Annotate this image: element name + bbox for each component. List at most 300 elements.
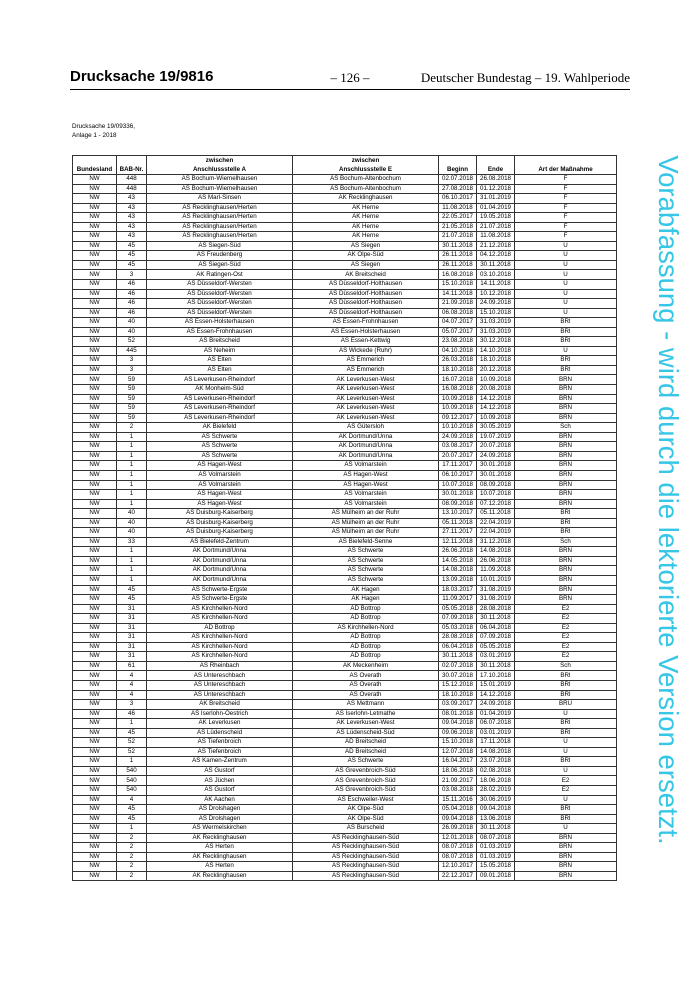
cell-ende: 03.10.2018 bbox=[477, 270, 515, 280]
cell-art: BRI bbox=[515, 814, 617, 824]
table-row bbox=[73, 633, 617, 643]
cell-art: BRN bbox=[515, 394, 617, 404]
table-row bbox=[73, 566, 617, 576]
cell-art: BRN bbox=[515, 862, 617, 872]
cell-anschlussstelle-a: AS Duisburg-Kaiserberg bbox=[147, 509, 293, 519]
cell-anschlussstelle-a: AS Hagen-West bbox=[147, 461, 293, 471]
cell-bundesland: NW bbox=[73, 442, 117, 452]
cell-art: Sch bbox=[515, 423, 617, 433]
table-row bbox=[73, 337, 617, 347]
table-header-row-1 bbox=[73, 156, 617, 166]
table-row bbox=[73, 747, 617, 757]
cell-bundesland: NW bbox=[73, 719, 117, 729]
cell-bab: 52 bbox=[117, 337, 147, 347]
table-row bbox=[73, 852, 617, 862]
cell-ende: 30.06.2019 bbox=[477, 795, 515, 805]
cell-bundesland: NW bbox=[73, 585, 117, 595]
table-row bbox=[73, 623, 617, 633]
cell-art: BRI bbox=[515, 671, 617, 681]
cell-anschlussstelle-a: AK Aachen bbox=[147, 795, 293, 805]
cell-bundesland: NW bbox=[73, 633, 117, 643]
cell-beginn: 26.06.2018 bbox=[439, 547, 477, 557]
cell-art: BRN bbox=[515, 442, 617, 452]
cell-bundesland: NW bbox=[73, 184, 117, 194]
cell-ende: 20.12.2018 bbox=[477, 365, 515, 375]
cell-beginn: 14.08.2018 bbox=[439, 566, 477, 576]
cell-bundesland: NW bbox=[73, 280, 117, 290]
cell-beginn: 08.07.2018 bbox=[439, 843, 477, 853]
cell-bab: 3 bbox=[117, 700, 147, 710]
cell-anschlussstelle-e: AK Leverkusen-West bbox=[293, 719, 439, 729]
cell-art: F bbox=[515, 213, 617, 223]
cell-anschlussstelle-e: AS Emmerich bbox=[293, 365, 439, 375]
cell-beginn: 26.09.2018 bbox=[439, 824, 477, 834]
cell-anschlussstelle-e: AS Düsseldorf-Holthausen bbox=[293, 289, 439, 299]
cell-art: BRN bbox=[515, 566, 617, 576]
header-zwischen-a: zwischen bbox=[147, 156, 293, 166]
cell-anschlussstelle-e: AS Schwerte bbox=[293, 547, 439, 557]
cell-bundesland: NW bbox=[73, 757, 117, 767]
cell-beginn: 05.05.2018 bbox=[439, 604, 477, 614]
cell-beginn: 22.12.2017 bbox=[439, 871, 477, 881]
cell-anschlussstelle-a: AK Dortmund/Unna bbox=[147, 547, 293, 557]
cell-bundesland: NW bbox=[73, 356, 117, 366]
cell-bab: 1 bbox=[117, 451, 147, 461]
cell-bundesland: NW bbox=[73, 786, 117, 796]
cell-art: BRI bbox=[515, 509, 617, 519]
cell-bundesland: NW bbox=[73, 642, 117, 652]
cell-beginn: 18.03.2017 bbox=[439, 585, 477, 595]
cell-bundesland: NW bbox=[73, 203, 117, 213]
cell-bab: 43 bbox=[117, 194, 147, 204]
cell-bab: 540 bbox=[117, 786, 147, 796]
cell-bab: 1 bbox=[117, 461, 147, 471]
cell-ende: 19.05.2018 bbox=[477, 213, 515, 223]
cell-beginn: 03.08.2017 bbox=[439, 442, 477, 452]
cell-anschlussstelle-a: AS Kamen-Zentrum bbox=[147, 757, 293, 767]
table-row bbox=[73, 222, 617, 232]
header-zwischen-e: zwischen bbox=[293, 156, 439, 166]
cell-art: BRN bbox=[515, 490, 617, 500]
cell-art: BRU bbox=[515, 700, 617, 710]
cell-art: BRN bbox=[515, 413, 617, 423]
table-row bbox=[73, 299, 617, 309]
header-ende: Ende bbox=[477, 165, 515, 175]
cell-anschlussstelle-a: AS Lüdenscheid bbox=[147, 728, 293, 738]
cell-bundesland: NW bbox=[73, 251, 117, 261]
cell-beginn: 21.09.2017 bbox=[439, 776, 477, 786]
cell-beginn: 13.09.2018 bbox=[439, 575, 477, 585]
cell-anschlussstelle-e: AS Iserlohn-Letmathe bbox=[293, 709, 439, 719]
cell-ende: 14.12.2018 bbox=[477, 394, 515, 404]
cell-bab: 31 bbox=[117, 614, 147, 624]
cell-bab: 1 bbox=[117, 499, 147, 509]
cell-beginn: 16.08.2018 bbox=[439, 385, 477, 395]
cell-beginn: 27.08.2018 bbox=[439, 184, 477, 194]
table-row bbox=[73, 346, 617, 356]
header-empty-3 bbox=[439, 156, 477, 166]
cell-ende: 31.08.2019 bbox=[477, 585, 515, 595]
cell-bab: 3 bbox=[117, 270, 147, 280]
table-row bbox=[73, 509, 617, 519]
cell-bundesland: NW bbox=[73, 690, 117, 700]
cell-ende: 04.12.2018 bbox=[477, 251, 515, 261]
cell-anschlussstelle-a: AS Schwerte-Ergste bbox=[147, 595, 293, 605]
table-row bbox=[73, 213, 617, 223]
cell-beginn: 30.07.2018 bbox=[439, 671, 477, 681]
cell-art: BRN bbox=[515, 375, 617, 385]
cell-ende: 22.04.2019 bbox=[477, 528, 515, 538]
cell-bab: 1 bbox=[117, 490, 147, 500]
table-row bbox=[73, 490, 617, 500]
table-row bbox=[73, 537, 617, 547]
table-row bbox=[73, 709, 617, 719]
table-row bbox=[73, 661, 617, 671]
cell-art: BRN bbox=[515, 451, 617, 461]
cell-ende: 08.09.2018 bbox=[477, 480, 515, 490]
cell-ende: 23.07.2018 bbox=[477, 757, 515, 767]
cell-anschlussstelle-a: AS Schwerte bbox=[147, 442, 293, 452]
cell-anschlussstelle-e: AS Essen-Holsterhausen bbox=[293, 327, 439, 337]
cell-art: BRI bbox=[515, 757, 617, 767]
cell-bab: 33 bbox=[117, 537, 147, 547]
cell-ende: 30.01.2018 bbox=[477, 461, 515, 471]
cell-art: E2 bbox=[515, 642, 617, 652]
cell-bundesland: NW bbox=[73, 451, 117, 461]
cell-ende: 10.09.2018 bbox=[477, 375, 515, 385]
cell-bab: 2 bbox=[117, 423, 147, 433]
cell-anschlussstelle-a: AD Bottrop bbox=[147, 623, 293, 633]
cell-anschlussstelle-e: AK Leverkusen-West bbox=[293, 394, 439, 404]
table-row bbox=[73, 776, 617, 786]
header-empty-2 bbox=[117, 156, 147, 166]
cell-ende: 14.10.2018 bbox=[477, 346, 515, 356]
cell-ende: 20.07.2018 bbox=[477, 442, 515, 452]
cell-bab: 1 bbox=[117, 824, 147, 834]
cell-art: F bbox=[515, 194, 617, 204]
cell-anschlussstelle-a: AS Kirchhellen-Nord bbox=[147, 633, 293, 643]
cell-bundesland: NW bbox=[73, 289, 117, 299]
table-row bbox=[73, 470, 617, 480]
cell-anschlussstelle-e: AS Grevenbroich-Süd bbox=[293, 776, 439, 786]
cell-beginn: 15.11.2016 bbox=[439, 795, 477, 805]
cell-anschlussstelle-e: AS Siegen bbox=[293, 241, 439, 251]
cell-bundesland: NW bbox=[73, 566, 117, 576]
cell-bundesland: NW bbox=[73, 365, 117, 375]
cell-ende: 07.09.2018 bbox=[477, 633, 515, 643]
cell-anschlussstelle-e: AS Hagen-West bbox=[293, 480, 439, 490]
cell-anschlussstelle-a: AS Düsseldorf-Wersten bbox=[147, 289, 293, 299]
cell-anschlussstelle-a: AS Neheim bbox=[147, 346, 293, 356]
cell-anschlussstelle-a: AS Kirchhellen-Nord bbox=[147, 642, 293, 652]
cell-ende: 24.09.2018 bbox=[477, 451, 515, 461]
cell-bundesland: NW bbox=[73, 766, 117, 776]
cell-bundesland: NW bbox=[73, 413, 117, 423]
cell-bab: 2 bbox=[117, 871, 147, 881]
cell-ende: 01.04.2019 bbox=[477, 203, 515, 213]
cell-art: BRI bbox=[515, 690, 617, 700]
cell-beginn: 12.01.2018 bbox=[439, 833, 477, 843]
cell-bundesland: NW bbox=[73, 776, 117, 786]
cell-bab: 61 bbox=[117, 661, 147, 671]
table-row bbox=[73, 184, 617, 194]
cell-ende: 02.08.2018 bbox=[477, 766, 515, 776]
table-row bbox=[73, 728, 617, 738]
cell-bab: 445 bbox=[117, 346, 147, 356]
cell-beginn: 15.10.2018 bbox=[439, 738, 477, 748]
cell-ende: 30.01.2018 bbox=[477, 470, 515, 480]
cell-beginn: 02.07.2018 bbox=[439, 175, 477, 185]
cell-anschlussstelle-e: AS Wickede (Ruhr) bbox=[293, 346, 439, 356]
cell-beginn: 16.07.2018 bbox=[439, 375, 477, 385]
cell-beginn: 09.04.2018 bbox=[439, 814, 477, 824]
cell-bab: 59 bbox=[117, 413, 147, 423]
table-row bbox=[73, 642, 617, 652]
cell-beginn: 13.10.2017 bbox=[439, 509, 477, 519]
cell-beginn: 15.12.2018 bbox=[439, 680, 477, 690]
cell-anschlussstelle-e: AS Volmarstein bbox=[293, 490, 439, 500]
cell-anschlussstelle-e: AD Bottrop bbox=[293, 633, 439, 643]
cell-bundesland: NW bbox=[73, 194, 117, 204]
table-row bbox=[73, 805, 617, 815]
cell-anschlussstelle-a: AS Schwerte bbox=[147, 432, 293, 442]
cell-beginn: 06.10.2017 bbox=[439, 194, 477, 204]
cell-beginn: 10.09.2018 bbox=[439, 394, 477, 404]
cell-art: E2 bbox=[515, 652, 617, 662]
cell-bab: 43 bbox=[117, 232, 147, 242]
table-row bbox=[73, 404, 617, 414]
cell-ende: 31.08.2019 bbox=[477, 595, 515, 605]
cell-anschlussstelle-a: AS Recklinghausen/Herten bbox=[147, 222, 293, 232]
cell-anschlussstelle-a: AS Wermelskirchen bbox=[147, 824, 293, 834]
cell-bab: 46 bbox=[117, 709, 147, 719]
cell-bab: 2 bbox=[117, 833, 147, 843]
table-row bbox=[73, 423, 617, 433]
table-row bbox=[73, 595, 617, 605]
cell-art: BRN bbox=[515, 480, 617, 490]
cell-art: BRN bbox=[515, 852, 617, 862]
table-row bbox=[73, 833, 617, 843]
cell-bab: 45 bbox=[117, 595, 147, 605]
cell-anschlussstelle-a: AS Tiefenbroich bbox=[147, 747, 293, 757]
cell-ende: 14.08.2018 bbox=[477, 547, 515, 557]
cell-bundesland: NW bbox=[73, 671, 117, 681]
cell-ende: 17.11.2018 bbox=[477, 738, 515, 748]
cell-beginn: 24.09.2018 bbox=[439, 432, 477, 442]
cell-art: U bbox=[515, 280, 617, 290]
cell-anschlussstelle-e: AS Mettmann bbox=[293, 700, 439, 710]
header-bundesland: Bundesland bbox=[73, 165, 117, 175]
cell-beginn: 08.01.2018 bbox=[439, 709, 477, 719]
table-row bbox=[73, 690, 617, 700]
cell-ende: 28.02.2019 bbox=[477, 786, 515, 796]
table-row bbox=[73, 766, 617, 776]
cell-anschlussstelle-e: AS Eschweiler-West bbox=[293, 795, 439, 805]
cell-bundesland: NW bbox=[73, 728, 117, 738]
cell-bundesland: NW bbox=[73, 814, 117, 824]
cell-ende: 21.12.2018 bbox=[477, 241, 515, 251]
cell-anschlussstelle-a: AK Dortmund/Unna bbox=[147, 566, 293, 576]
cell-anschlussstelle-a: AS Kirchhellen-Nord bbox=[147, 614, 293, 624]
cell-anschlussstelle-a: AS Essen-Frohnhausen bbox=[147, 327, 293, 337]
cell-anschlussstelle-e: AS Schwerte bbox=[293, 575, 439, 585]
table-row bbox=[73, 251, 617, 261]
cell-bab: 59 bbox=[117, 375, 147, 385]
cell-bundesland: NW bbox=[73, 432, 117, 442]
page-number: – 126 – bbox=[330, 70, 370, 85]
cell-bab: 1 bbox=[117, 757, 147, 767]
cell-bab: 448 bbox=[117, 184, 147, 194]
cell-art: U bbox=[515, 346, 617, 356]
cell-beginn: 26.11.2018 bbox=[439, 251, 477, 261]
cell-bundesland: NW bbox=[73, 299, 117, 309]
cell-bundesland: NW bbox=[73, 862, 117, 872]
cell-bab: 45 bbox=[117, 260, 147, 270]
cell-anschlussstelle-e: AS Bielefeld-Senne bbox=[293, 537, 439, 547]
cell-bundesland: NW bbox=[73, 833, 117, 843]
cell-art: U bbox=[515, 270, 617, 280]
table-row bbox=[73, 270, 617, 280]
table-row bbox=[73, 327, 617, 337]
cell-bundesland: NW bbox=[73, 556, 117, 566]
cell-anschlussstelle-e: AD Bottrop bbox=[293, 604, 439, 614]
cell-anschlussstelle-e: AS Düsseldorf-Holthausen bbox=[293, 280, 439, 290]
cell-anschlussstelle-a: AS Herten bbox=[147, 843, 293, 853]
cell-ende: 14.12.2018 bbox=[477, 404, 515, 414]
cell-anschlussstelle-e: AS Mülheim an der Ruhr bbox=[293, 518, 439, 528]
cell-anschlussstelle-e: AS Hagen-West bbox=[293, 470, 439, 480]
cell-bab: 2 bbox=[117, 862, 147, 872]
table-row bbox=[73, 289, 617, 299]
cell-art: BRI bbox=[515, 518, 617, 528]
cell-bundesland: NW bbox=[73, 327, 117, 337]
cell-art: U bbox=[515, 795, 617, 805]
cell-anschlussstelle-e: AS Recklinghausen-Süd bbox=[293, 833, 439, 843]
table-row bbox=[73, 518, 617, 528]
cell-anschlussstelle-e: AS Lüdenscheid-Süd bbox=[293, 728, 439, 738]
cell-bab: 4 bbox=[117, 680, 147, 690]
cell-anschlussstelle-e: AK Leverkusen-West bbox=[293, 413, 439, 423]
table-row bbox=[73, 375, 617, 385]
cell-anschlussstelle-e: AK Leverkusen-West bbox=[293, 404, 439, 414]
header-anschlussstelle-e: Anschlussstelle E bbox=[293, 165, 439, 175]
header-bab: BAB-Nr. bbox=[117, 165, 147, 175]
cell-art: F bbox=[515, 222, 617, 232]
cell-ende: 18.06.2018 bbox=[477, 776, 515, 786]
cell-ende: 01.12.2018 bbox=[477, 184, 515, 194]
cell-beginn: 07.09.2018 bbox=[439, 614, 477, 624]
table-row bbox=[73, 194, 617, 204]
cell-anschlussstelle-e: AD Breitscheid bbox=[293, 747, 439, 757]
cell-anschlussstelle-a: AS Leverkusen-Rheindorf bbox=[147, 394, 293, 404]
cell-anschlussstelle-a: AK Bielefeld bbox=[147, 423, 293, 433]
cell-anschlussstelle-e: AS Essen-Frohnhausen bbox=[293, 318, 439, 328]
cell-anschlussstelle-a: AK Dortmund/Unna bbox=[147, 556, 293, 566]
cell-ende: 01.03.2019 bbox=[477, 843, 515, 853]
cell-bab: 40 bbox=[117, 528, 147, 538]
cell-art: E2 bbox=[515, 604, 617, 614]
cell-ende: 01.03.2019 bbox=[477, 852, 515, 862]
cell-anschlussstelle-a: AS Marl-Sinsen bbox=[147, 194, 293, 204]
cell-bab: 43 bbox=[117, 213, 147, 223]
cell-anschlussstelle-a: AS Recklinghausen/Herten bbox=[147, 203, 293, 213]
cell-anschlussstelle-e: AK Herne bbox=[293, 213, 439, 223]
sub-reference bbox=[72, 122, 135, 140]
cell-anschlussstelle-a: AS Leverkusen-Rheindorf bbox=[147, 413, 293, 423]
cell-bundesland: NW bbox=[73, 824, 117, 834]
cell-beginn: 09.06.2018 bbox=[439, 728, 477, 738]
cell-bundesland: NW bbox=[73, 614, 117, 624]
cell-anschlussstelle-a: AS Duisburg-Kaiserberg bbox=[147, 528, 293, 538]
header-art: Art der Maßnahme bbox=[515, 165, 617, 175]
cell-anschlussstelle-a: AS Volmarstein bbox=[147, 480, 293, 490]
cell-beginn: 17.11.2017 bbox=[439, 461, 477, 471]
cell-ende: 11.08.2018 bbox=[477, 232, 515, 242]
cell-anschlussstelle-a: AS Kirchhellen-Nord bbox=[147, 604, 293, 614]
document-number-bold: 9816 bbox=[180, 68, 214, 85]
cell-anschlussstelle-a: AS Bochum-Wiemelhausen bbox=[147, 175, 293, 185]
cell-beginn: 08.07.2018 bbox=[439, 852, 477, 862]
cell-bab: 40 bbox=[117, 327, 147, 337]
cell-anschlussstelle-e: AS Recklinghausen-Süd bbox=[293, 871, 439, 881]
cell-bundesland: NW bbox=[73, 652, 117, 662]
cell-bab: 43 bbox=[117, 203, 147, 213]
table-row bbox=[73, 757, 617, 767]
cell-anschlussstelle-a: AS Volmarstein bbox=[147, 470, 293, 480]
cell-bab: 2 bbox=[117, 852, 147, 862]
cell-anschlussstelle-e: AK Recklinghausen bbox=[293, 194, 439, 204]
cell-beginn: 06.10.2017 bbox=[439, 470, 477, 480]
cell-anschlussstelle-a: AS Kirchhellen-Nord bbox=[147, 652, 293, 662]
cell-anschlussstelle-e: AS Schwerte bbox=[293, 566, 439, 576]
table-row bbox=[73, 795, 617, 805]
cell-bundesland: NW bbox=[73, 805, 117, 815]
cell-bab: 1 bbox=[117, 547, 147, 557]
cell-ende: 09.01.2018 bbox=[477, 871, 515, 881]
cell-art: U bbox=[515, 308, 617, 318]
cell-ende: 20.08.2018 bbox=[477, 385, 515, 395]
cell-beginn: 30.11.2018 bbox=[439, 241, 477, 251]
cell-anschlussstelle-e: AS Bochum-Altenbochum bbox=[293, 175, 439, 185]
table-row bbox=[73, 604, 617, 614]
cell-bundesland: NW bbox=[73, 709, 117, 719]
cell-ende: 31.03.2019 bbox=[477, 318, 515, 328]
cell-bab: 45 bbox=[117, 241, 147, 251]
cell-art: BRI bbox=[515, 327, 617, 337]
cell-ende: 13.06.2018 bbox=[477, 814, 515, 824]
cell-beginn: 05.07.2017 bbox=[439, 327, 477, 337]
cell-bab: 1 bbox=[117, 566, 147, 576]
cell-bundesland: NW bbox=[73, 490, 117, 500]
cell-bundesland: NW bbox=[73, 461, 117, 471]
cell-bundesland: NW bbox=[73, 604, 117, 614]
cell-bab: 40 bbox=[117, 518, 147, 528]
cell-bab: 1 bbox=[117, 432, 147, 442]
header-anschlussstelle-a: Anschlussstelle A bbox=[147, 165, 293, 175]
parliament-label: Deutscher Bundestag – 19. Wahlperiode bbox=[420, 70, 630, 85]
cell-bab: 59 bbox=[117, 394, 147, 404]
cell-anschlussstelle-a: AS Hagen-West bbox=[147, 499, 293, 509]
cell-anschlussstelle-a: AS Leverkusen-Rheindorf bbox=[147, 375, 293, 385]
cell-anschlussstelle-e: AS Overath bbox=[293, 671, 439, 681]
cell-ende: 15.05.2018 bbox=[477, 862, 515, 872]
table-row bbox=[73, 385, 617, 395]
cell-anschlussstelle-a: AS Drolshagen bbox=[147, 814, 293, 824]
cell-anschlussstelle-e: AS Düsseldorf-Holthausen bbox=[293, 308, 439, 318]
cell-beginn: 05.03.2018 bbox=[439, 623, 477, 633]
cell-ende: 30.11.2018 bbox=[477, 614, 515, 624]
cell-ende: 30.12.2018 bbox=[477, 337, 515, 347]
